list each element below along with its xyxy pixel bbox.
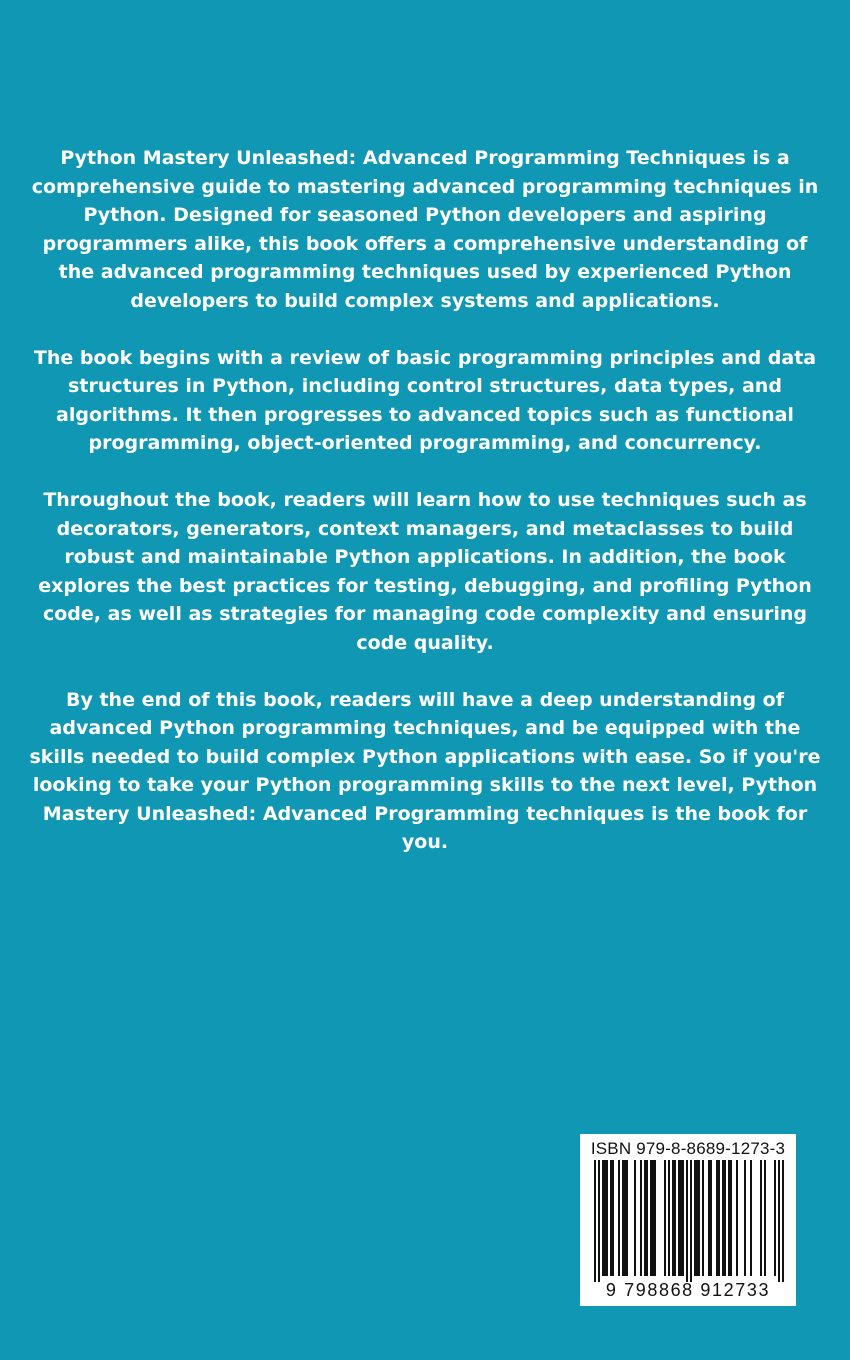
barcode-bar xyxy=(668,1160,670,1276)
barcode-bar xyxy=(652,1160,654,1276)
barcode-bar xyxy=(640,1160,642,1276)
barcode-bar xyxy=(698,1160,700,1276)
barcode-bar xyxy=(610,1160,612,1276)
barcode-bar xyxy=(728,1160,730,1276)
description-paragraph-1: Python Mastery Unleashed: Advanced Programming Techniques is a comprehensive guide to mastering advanced programming techniques in Python. Designed for seasoned Python developers and aspiring programmers alike, this book offers a comprehensive understanding of the advanced programming techniques used by experienced Python developers to build complex systems and applications. xyxy=(31,147,819,312)
barcode-bar xyxy=(622,1160,624,1276)
barcode-bar xyxy=(680,1160,682,1276)
barcode-bar xyxy=(626,1160,628,1276)
isbn-label: ISBN 979-8-8689-1273-3 xyxy=(590,1139,786,1158)
barcode-bar xyxy=(694,1160,696,1276)
barcode-bar xyxy=(690,1160,692,1282)
barcode-bar xyxy=(594,1160,596,1282)
barcode-bar xyxy=(624,1160,626,1276)
barcode-bar xyxy=(654,1160,656,1276)
description-paragraph-2: The book begins with a review of basic programming principles and data structures in Python, including control structures, data types, and algorithms. It then progresses to advanced topics such as functional programming, object-oriented programming, and concurrency. xyxy=(33,346,817,455)
barcode-bar xyxy=(710,1160,712,1276)
barcode-bar xyxy=(760,1160,762,1276)
barcode-bar xyxy=(646,1160,648,1276)
barcode-bar xyxy=(604,1160,606,1276)
barcode-bar xyxy=(618,1160,620,1276)
barcode-bar xyxy=(612,1160,614,1276)
barcode-bar xyxy=(724,1160,726,1276)
barcode-bar xyxy=(682,1160,684,1276)
barcode-bar xyxy=(606,1160,608,1276)
barcode-bar xyxy=(718,1160,720,1276)
description-paragraph-4: By the end of this book, readers will have a deep understanding of advanced Python programming techniques, and be equipped with the skills needed to build complex Python applications with ease. So if you're looking to take your Python programming skills to the next level, Python Mastery Unleashed: Advanced Programming techniques is the book for you. xyxy=(29,688,821,854)
barcode-digits: 9 798868 912733 xyxy=(605,1280,771,1300)
barcode-bar xyxy=(750,1160,752,1276)
barcode-bar xyxy=(736,1160,738,1276)
barcode-bar xyxy=(782,1160,784,1282)
barcode-bar xyxy=(650,1160,652,1276)
barcode-bar xyxy=(602,1160,604,1276)
book-description xyxy=(28,144,822,885)
isbn-barcode-box xyxy=(580,1134,796,1306)
barcode-bar xyxy=(674,1160,676,1276)
barcode-bar xyxy=(722,1160,724,1276)
barcode-bar xyxy=(744,1160,746,1276)
barcode-bar xyxy=(702,1160,704,1276)
description-paragraph-3: Throughout the book, readers will learn how to use techniques such as decorators, generators, context managers, and metaclasses to build robust and maintainable Python applications. In addition, the book explores the best practices for testing, debugging, and profiling Python code, as well as strategies for managing code complexity and ensuring code quality. xyxy=(38,488,812,654)
barcode-bar xyxy=(774,1160,776,1276)
barcode-bar xyxy=(672,1160,674,1276)
barcode-bar xyxy=(764,1160,766,1276)
barcode-icon xyxy=(580,1160,796,1282)
barcode-bar xyxy=(730,1160,732,1276)
barcode-bar xyxy=(644,1160,646,1276)
barcode-bar xyxy=(678,1160,680,1276)
barcode-bar xyxy=(686,1160,688,1282)
barcode-bar xyxy=(708,1160,710,1276)
barcode-bar xyxy=(716,1160,718,1276)
barcode-bar xyxy=(778,1160,780,1282)
barcode-bar xyxy=(664,1160,666,1276)
barcode-bar xyxy=(598,1160,600,1282)
barcode-bar xyxy=(696,1160,698,1276)
barcode-bar xyxy=(634,1160,636,1276)
